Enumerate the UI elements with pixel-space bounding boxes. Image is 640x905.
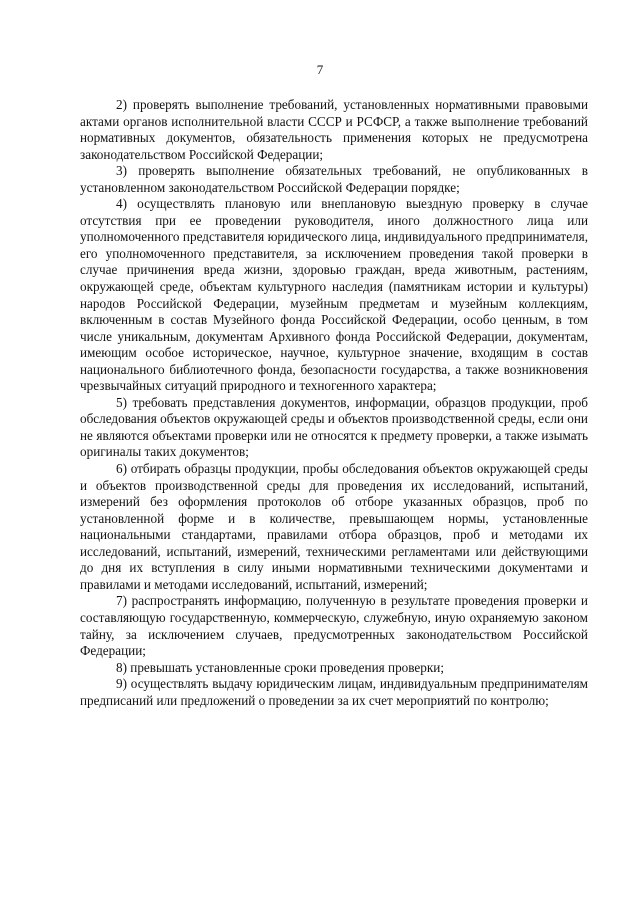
paragraph-item-3: 3) проверять выполнение обязательных требований, не опубликованных в установленном законодательством Российской Федерации порядке; [80,163,588,195]
paragraph-item-9: 9) осуществлять выдачу юридическим лицам, индивидуальным предпринимателям предписаний или предложений о проведении за их счет мероприятий по контролю; [80,676,588,708]
paragraph-item-7: 7) распространять информацию, полученную в результате проведения проверки и составляющую государственную, коммерческую, служебную, иную охраняемую законом тайну, за исключением случаев, предусмотренных законодательством Российской Федерации; [80,593,588,659]
paragraph-item-2: 2) проверять выполнение требований, установленных нормативными правовыми актами органов исполнительной власти СССР и РСФСР, а также выполнение требований нормативных документов, обязательность применения которых не предусмотрена законодательством Российской Федерации; [80,97,588,162]
paragraph-item-5: 5) требовать представления документов, информации, образцов продукции, проб обследования объектов окружающей среды и объектов производственной среды, если они не являются объектами проверки или не относятся к предмету проверки, а также изымать оригиналы таких документов; [80,394,588,460]
paragraph-item-6: 6) отбирать образцы продукции, пробы обследования объектов окружающей среды и объектов производственной среды для проведения их исследований, испытаний, измерений без оформления протоколов об отборе указанных образцов, проб по установленной форме и в количестве, превышающем нормы, установленные национальными стандартами, правилами отбора образцов, проб и методами их исследований, испытаний, измерений, техническими регламентами или действующими до дня их вступления в силу иными нормативными техническими документами и правилами и методами исследований, испытаний, измерений; [80,461,588,592]
paragraph-item-4: 4) осуществлять плановую или внеплановую выездную проверку в случае отсутствия при ее проведении руководителя, иного должностного лица или уполномоченного представителя юридического лица, индивидуального предпринимателя, его уполномоченного представителя, за исключением проведения такой проверки в случае причинения вреда жизни, здоровью граждан, вреда животным, растениям, окружающей среде, объектам культурного наследия (памятникам истории и культуры) народов Российской Федерации, музейным предметам и музейным коллекциям, включенным в состав Музейного фонда Российской Федерации, особо ценным, в том числе уникальным, документам Архивного фонда Российской Федерации, документам, имеющим особое историческое, научное, культурное значение, входящим в состав национального библиотечного фонда, безопасности государства, а также возникновения чрезвычайных ситуаций природного и техногенного характера; [80,196,588,394]
page-number: 7 [316,62,324,77]
document-body [80,97,588,709]
paragraph-item-8: 8) превышать установленные сроки проведения проверки; [116,659,444,675]
